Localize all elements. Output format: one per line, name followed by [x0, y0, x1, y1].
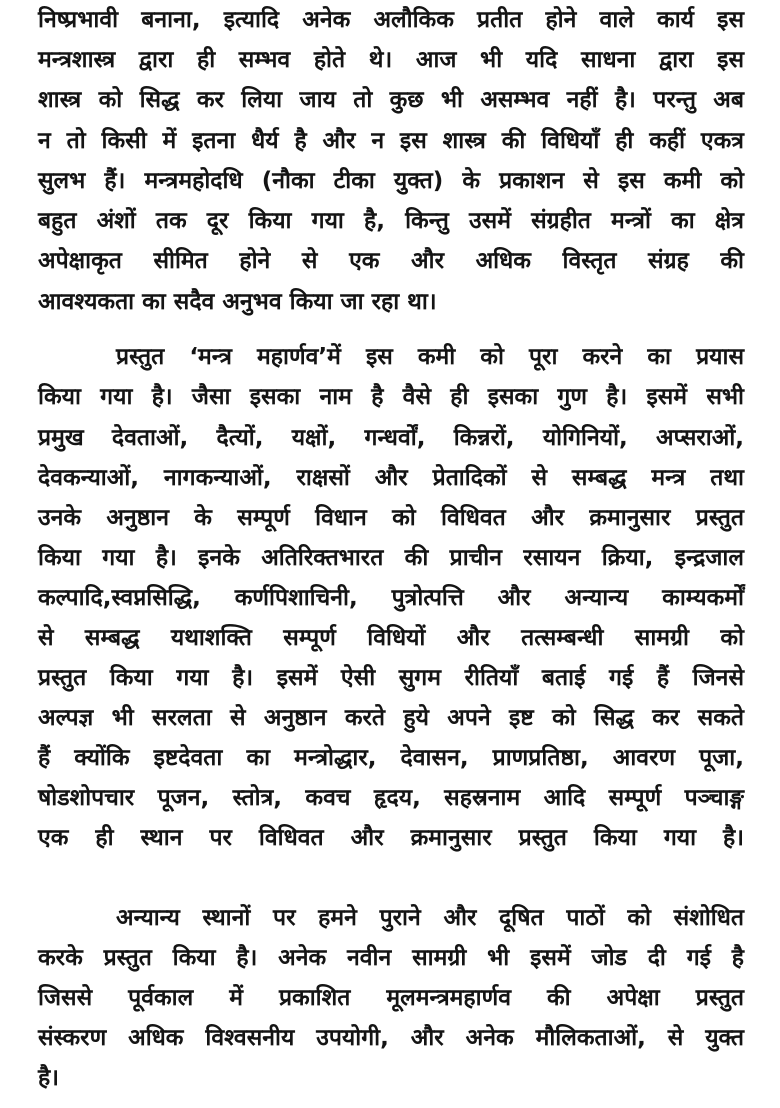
- text-line: देवकन्याओं, नागकन्याओं, राक्षसों और प्रेतादिकों से सम्बद्ध मन्त्र तथा: [38, 465, 744, 491]
- text-line: किया गया है। जैसा इसका नाम है वैसे ही इसका गुण है। इसमें सभी: [38, 384, 745, 410]
- text-line: अपेक्षाकृत सीमित होने से एक और अधिक विस्तृत संग्रह की: [38, 248, 744, 274]
- text-line: कल्पादि,स्वप्नसिद्धि, कर्णपिशाचिनी, पुत्रोत्पत्ति और अन्यान्य काम्यकर्मों: [38, 585, 744, 611]
- text-line: एक ही स्थान पर विधिवत और क्रमानुसार प्रस्तुत किया गया है।: [38, 825, 744, 851]
- text-line: आवश्यकता का सदैव अनुभव किया जा रहा था।: [38, 289, 437, 315]
- text-line: करके प्रस्तुत किया है। अनेक नवीन सामग्री भी इसमें जोड दी गई है: [38, 945, 744, 971]
- text-line: सुलभ हैं। मन्त्रमहोदधि (नौका टीका युक्त) के प्रकाशन से इस कमी को: [38, 168, 744, 194]
- text-line: न तो किसी में इतना धैर्य है और न इस शास्त्र की विधियाँ ही कहीं एकत्र: [38, 128, 744, 154]
- text-line: किया गया है। इनके अतिरिक्तभारत की प्राचीन रसायन क्रिया, इन्द्रजाल: [38, 545, 744, 571]
- text-line: शास्त्र को सिद्ध कर लिया जाय तो कुछ भी असम्भव नहीं है। परन्तु अब: [38, 87, 744, 113]
- text-line: है।: [38, 1065, 59, 1091]
- text-line: से सम्बद्ध यथाशक्ति सम्पूर्ण विधियों और तत्सम्बन्धी सामग्री को: [38, 625, 744, 651]
- text-line: अन्यान्य स्थानों पर हमने पुराने और दूषित पाठों को संशोधित: [116, 905, 744, 931]
- text-line: बहुत अंशों तक दूर किया गया है, किन्तु उसमें संग्रहीत मन्त्रों का क्षेत्र: [38, 208, 744, 234]
- text-line: अल्पज्ञ भी सरलता से अनुष्ठान करते हुये अपने इष्ट को सिद्ध कर सकते: [38, 705, 744, 731]
- text-line: प्रस्तुत ‘मन्त्र महार्णव’में इस कमी को पूरा करने का प्रयास: [116, 344, 744, 370]
- text-line: उनके अनुष्ठान के सम्पूर्ण विधान को विधिवत और क्रमानुसार प्रस्तुत: [38, 505, 744, 531]
- text-line: संस्करण अधिक विश्वसनीय उपयोगी, और अनेक मौलिकताओं, से युक्त: [38, 1025, 744, 1051]
- text-line: हैं क्योंकि इष्टदेवता का मन्त्रोद्धार, देवासन, प्राणप्रतिष्ठा, आवरण पूजा,: [38, 745, 744, 771]
- text-line: षोडशोपचार पूजन, स्तोत्र, कवच हृदय, सहस्रनाम आदि सम्पूर्ण पञ्चाङ्ग: [38, 785, 744, 811]
- text-line: प्रमुख देवताओं, दैत्यों, यक्षों, गन्धर्वों, किन्नरों, योगिनियों, अप्सराओं,: [38, 425, 744, 451]
- text-line: जिससे पूर्वकाल में प्रकाशित मूलमन्त्रमहार्णव की अपेक्षा प्रस्तुत: [38, 985, 744, 1011]
- text-line: प्रस्तुत किया गया है। इसमें ऐसी सुगम रीतियाँ बताई गई हैं जिनसे: [38, 665, 744, 691]
- text-line: मन्त्रशास्त्र द्वारा ही सम्भव होते थे। आज भी यदि साधना द्वारा इस: [38, 47, 744, 73]
- text-line: निष्प्रभावी बनाना, इत्यादि अनेक अलौकिक प्रतीत होने वाले कार्य इस: [38, 7, 744, 33]
